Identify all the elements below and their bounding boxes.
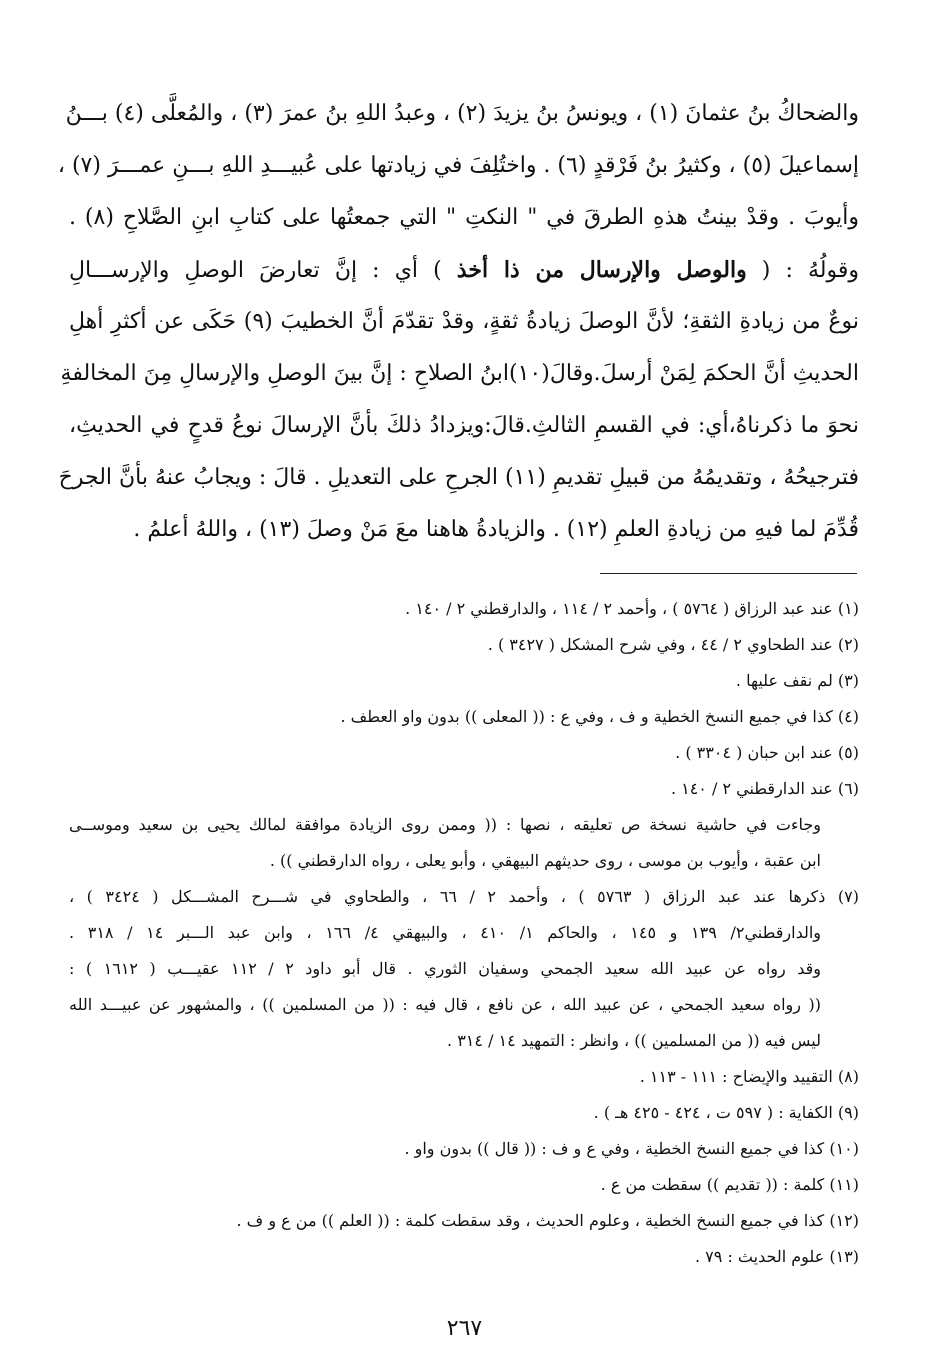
footnote-7-continuation-4: ليس فيه (( من المسلمين )) ، وانظر : التمهيد ١٤ / ٣١٤ . — [447, 1031, 821, 1050]
footnote-8: (٨) التقييد والإيضاح : ١١١ - ١١٣ . — [639, 1067, 859, 1086]
main-line-8: فترجيحُهُ ، وتقديمُهُ من قبيلِ تقديمِ (١١) الجرحِ على التعديلِ . قالَ : ويجابُ عنهُ بأنَّ الجرحَ — [58, 465, 859, 490]
footnote-10: (١٠) كذا في جميع النسخ الخطية ، وفي ع و ف : (( قال )) بدون واو . — [404, 1139, 859, 1158]
footnote-7: (٧) ذكرها عند عبد الرزاق ( ٥٧٦٣ ) ، وأحمد ٢ / ٦٦ ، والطحاوي في شـــرح المشـــكل ( ٣٤٢٤ ) ، — [69, 887, 860, 906]
footnote-6: (٦) عند الدارقطني ٢ / ١٤٠ . — [670, 779, 859, 798]
main-line-6: الحديثِ أنَّ الحكمَ لِمَنْ أرسلَ.وقالَ(١٠)ابنُ الصلاحِ : إنَّ بينَ الوصلِ والإرسالِ مِنَ المخالفةِ — [60, 361, 859, 386]
footnote-4: (٤) كذا في جميع النسخ الخطية و ف ، وفي ع : (( المعلى )) بدون واو العطف . — [340, 707, 859, 726]
main-line-5: نوعٌ من زيادةِ الثقةِ؛ لأنَّ الوصلَ زيادةُ ثقةٍ، وقدْ تقدّمَ أنَّ الخطيبَ (٩) حَكَى عن أكثرِ أهلِ — [69, 309, 859, 334]
footnote-12: (١٢) كذا في جميع النسخ الخطية ، وعلوم الحديث ، وقد سقطت كلمة : (( العلم )) من ع و ف . — [236, 1211, 859, 1230]
main-line-2: إسماعيلَ (٥) ، وكثيرُ بنُ فَرْقدٍ (٦) . واختُلِفَ في زيادتها على عُبيـــدِ اللهِ بـــنِ عمـــرَ (٧) ، — [57, 153, 859, 178]
footnote-5: (٥) عند ابن حبان ( ٣٣٠٤ ) . — [675, 743, 859, 762]
footnote-6-continuation-2: ابن عقبة ، وأيوب بن موسى ، روى حديثهم البيهقي ، وأبو يعلى ، رواه الدارقطني )) . — [269, 851, 821, 870]
main-line-4 — [69, 244, 859, 296]
page-number: ٢٦٧ — [446, 1316, 483, 1341]
main-line-1: والضحاكُ بنُ عثمانَ (١) ، ويونسُ بنُ يزيدَ (٢) ، وعبدُ اللهِ بنُ عمرَ (٣) ، والمُعلَّى (٤) بـــنُ — [65, 101, 859, 126]
line4-end: ) أي : إنَّ تعارضَ الوصلِ والإرســـالِ — [69, 258, 457, 283]
footnote-7-continuation-2: وقد رواه عن عبيد الله سعيد الجمحي وسفيان الثوري . قال أبو داود ٢ / ١١٢ عقيـــب ( ١٦١٢ ) : — [69, 959, 821, 978]
bold-phrase: والوصل والإرسال من ذا أخذ — [456, 257, 747, 283]
footnote-7-continuation-3: (( رواه سعيد الجمحي ، عن عبيد الله ، عن نافع ، قال فيه : (( من المسلمين )) ، والمشهور عن عبيـــد الله — [69, 995, 821, 1014]
line4-start: وقولُهُ : ( — [746, 258, 859, 283]
footnote-3: (٣) لم نقف عليها . — [735, 671, 859, 690]
footnote-divider — [600, 573, 857, 574]
footnote-7-continuation-1: والدارقطني٢/ ١٣٩ و ١٤٥ ، والحاكم ١/ ٤١٠ ، والبيهقي ٤/ ١٦٦ ، وابن عبد الـــبر ١٤ / ٣١٨ . — [69, 923, 822, 942]
footnotes — [69, 591, 859, 1275]
footnote-11: (١١) كلمة : (( تقديم )) سقطت من ع . — [600, 1175, 859, 1194]
main-line-7: نحوَ ما ذكرناهُ،أي: في القسمِ الثالثِ.قالَ:ويزدادُ ذلكَ بأنَّ الإرسالَ نوعُ قدحٍ في الحديثِ، — [69, 413, 859, 438]
footnote-9: (٩) الكفاية : ( ٥٩٧ ت ، ٤٢٤ - ٤٢٥ هـ ) . — [593, 1103, 859, 1122]
footnote-1: (١) عند عبد الرزاق ( ٥٧٦٤ ) ، وأحمد ٢ / ١١٤ ، والدارقطني ٢ / ١٤٠ . — [405, 599, 859, 618]
main-line-3: وأيوبَ . وقدْ بينتُ هذهِ الطرقَ في " النكتِ " التي جمعتُها على كتابِ ابنِ الصَّلاحِ (٨) . — [69, 205, 859, 230]
footnote-6-continuation-1: وجاءت في حاشية نسخة ص تعليقه ، نصها : (( وممن روى الزيادة موافقة لمالك يحيى بن سعيد وموســى — [69, 815, 821, 834]
main-text — [57, 88, 859, 556]
main-line-9: قُدِّمَ لما فيهِ من زيادةِ العلمِ (١٢) . والزيادةُ هاهنا معَ مَنْ وصلَ (١٣) ، واللهُ أعلمُ . — [133, 517, 859, 542]
footnote-13: (١٣) علوم الحديث : ٧٩ . — [695, 1247, 859, 1266]
footnote-2: (٢) عند الطحاوي ٢ / ٤٤ ، وفي شرح المشكل ( ٣٤٢٧ ) . — [487, 635, 859, 654]
